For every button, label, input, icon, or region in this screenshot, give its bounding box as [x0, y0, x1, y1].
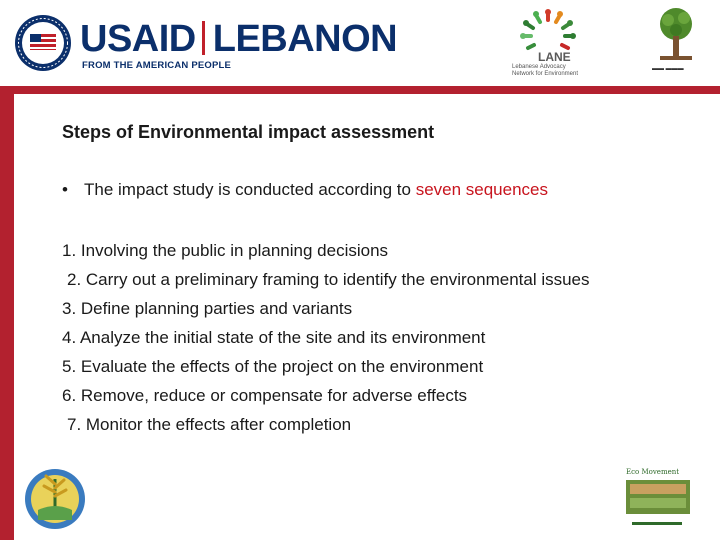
slide-title: Steps of Environmental impact assessment — [62, 122, 435, 142]
step-item: 1. Involving the public in planning decisions — [62, 241, 389, 260]
step-item: 2. Carry out a preliminary framing to identify the environmental issues — [67, 270, 590, 289]
university-logo-icon — [24, 462, 86, 536]
country-label: LEBANON — [212, 18, 398, 60]
left-red-strip — [0, 94, 14, 540]
usaid-seal-icon — [14, 14, 72, 72]
tree-logo-icon — [654, 6, 698, 64]
step-item: 5. Evaluate the effects of the project on the environment — [62, 357, 484, 376]
step-item: 7. Monitor the effects after completion — [67, 415, 352, 434]
steps-list — [62, 236, 590, 439]
svg-text:Eco Movement: Eco Movement — [626, 468, 680, 476]
header-red-rule — [0, 86, 720, 94]
bullet-highlight: seven sequences — [415, 180, 549, 199]
tree-logo-caption: ▬▬ ▬▬▬ — [652, 66, 684, 72]
usaid-tagline: FROM THE AMERICAN PEOPLE — [82, 60, 232, 71]
usaid-label: USAID — [80, 18, 196, 60]
step-item: 6. Remove, reduce or compensate for adverse effects — [62, 386, 468, 405]
slide-header — [0, 0, 720, 86]
bullet-dot-icon: • — [62, 180, 68, 199]
bullet-text: The impact study is conducted according to — [84, 180, 416, 199]
step-item: 4. Analyze the initial state of the site and its environment — [62, 328, 486, 347]
usaid-wordmark — [80, 20, 397, 58]
lane-name: LANE — [538, 50, 571, 64]
eco-movement-logo-icon — [618, 464, 698, 536]
lane-subtitle-2: Network for Environment — [512, 71, 579, 77]
bullet-item — [62, 180, 548, 200]
wordmark-divider — [202, 21, 205, 55]
lane-subtitle-1: Lebanese Advocacy — [512, 64, 566, 70]
step-item: 3. Define planning parties and variants — [62, 299, 353, 318]
